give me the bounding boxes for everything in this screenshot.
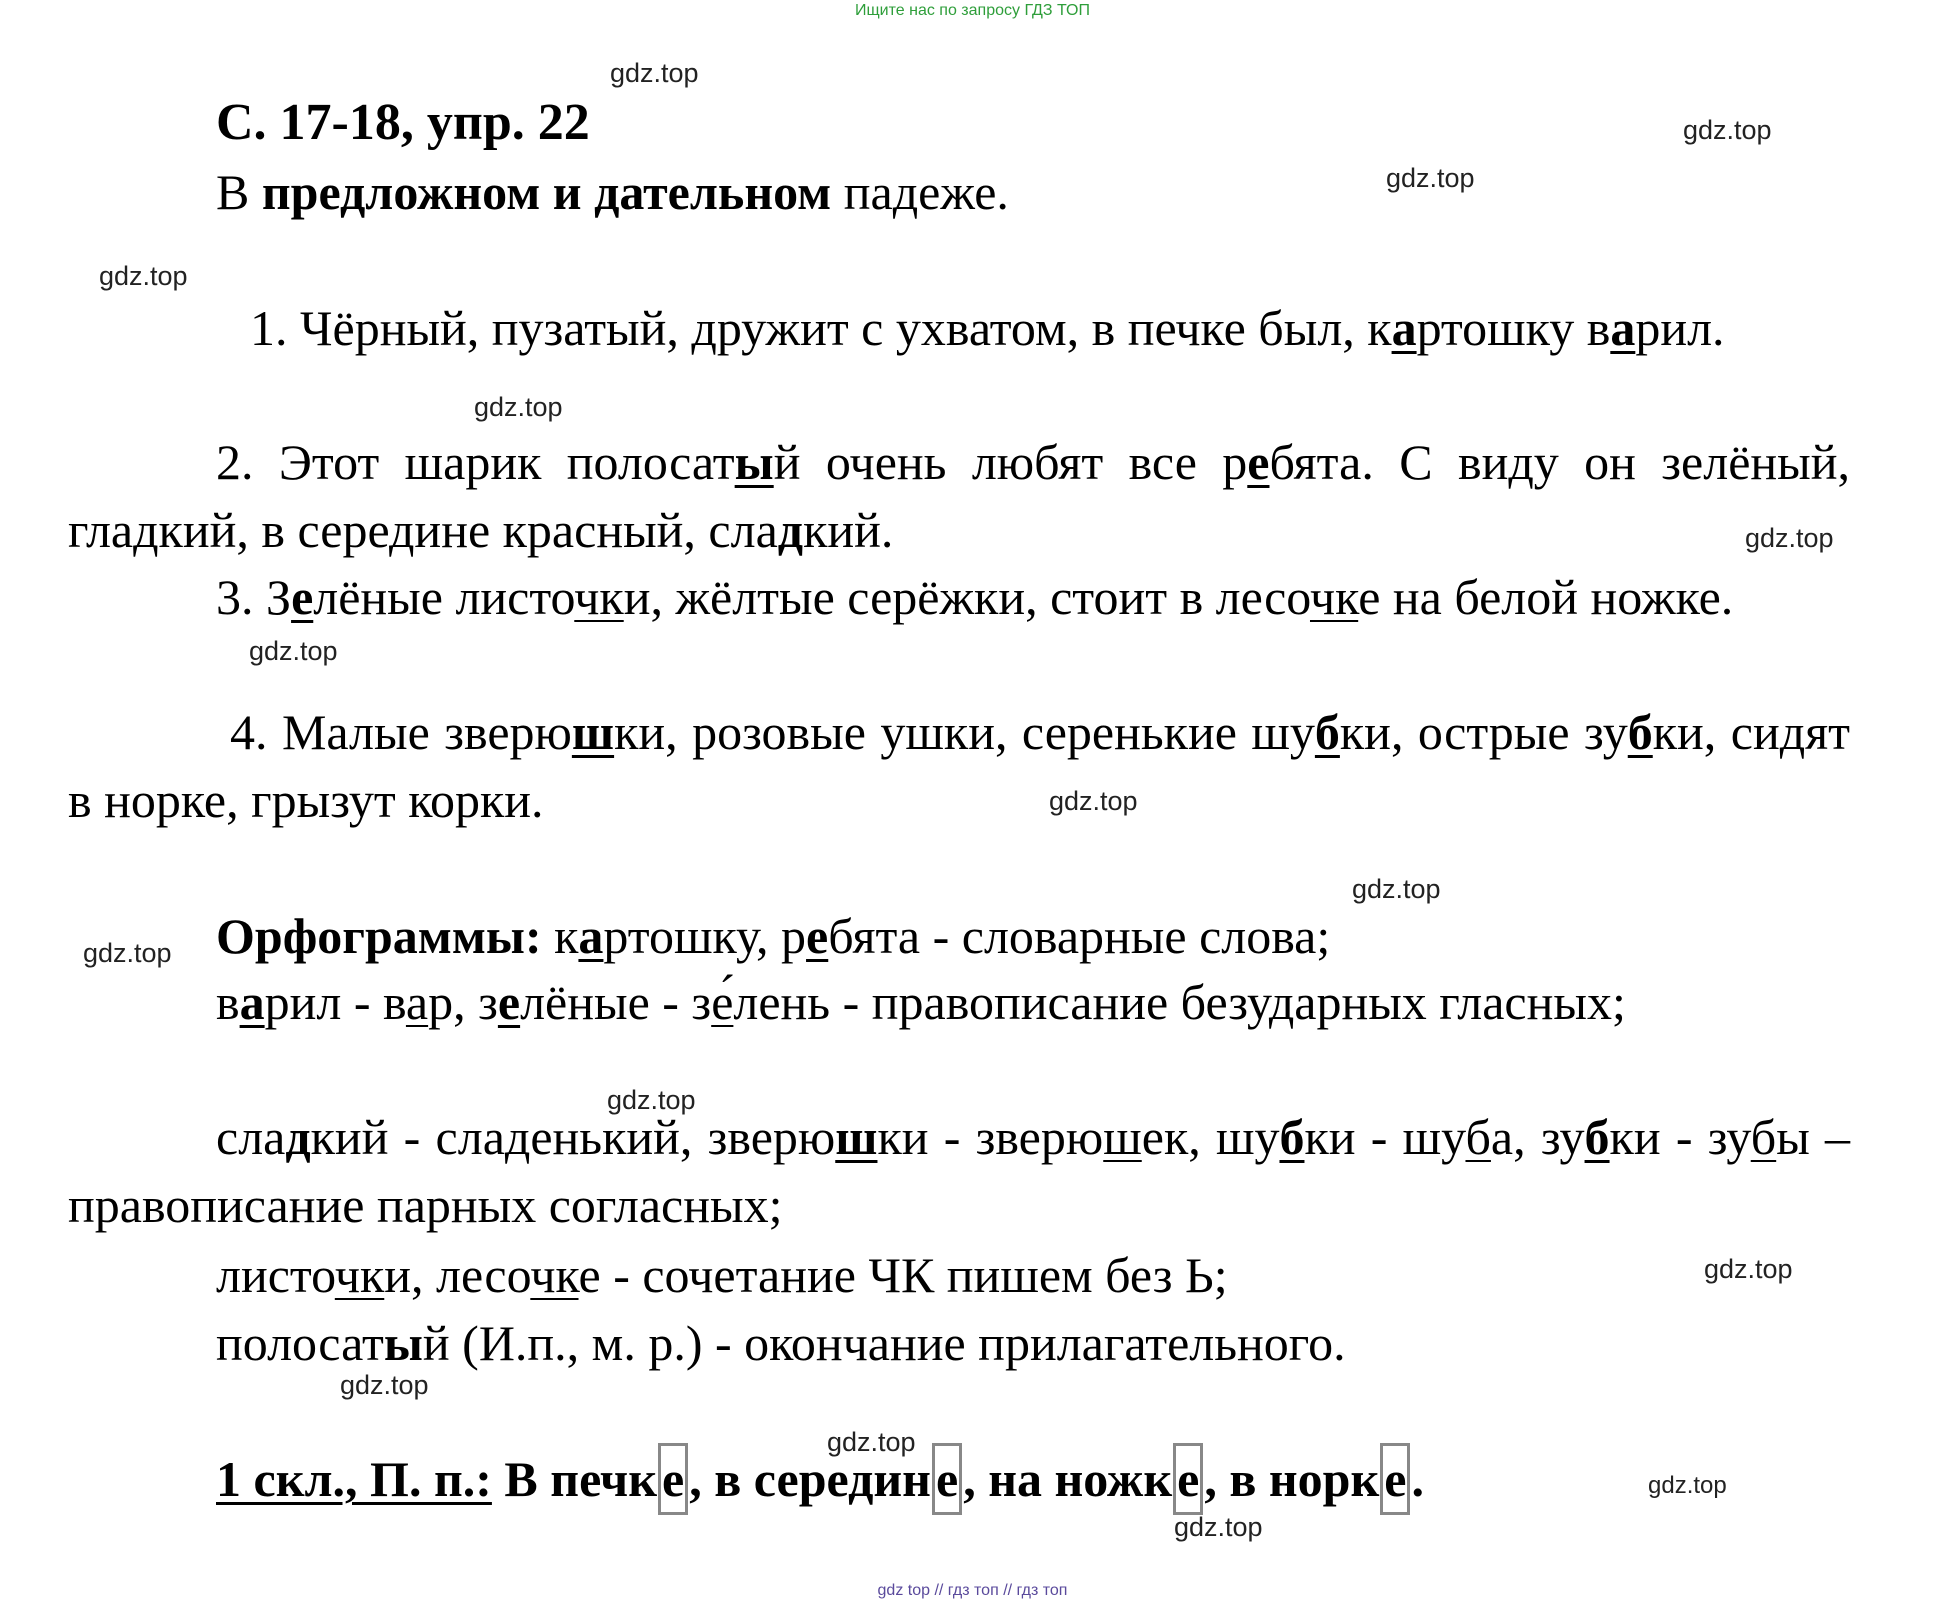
orthograms-line-2: варил - вар, зелёные - зе́лень - правописание безударных гласных; [216, 974, 1626, 1030]
orthograms-line-4: листочки, лесочке - сочетание ЧК пишем без Ь; [216, 1247, 1228, 1303]
watermark: gdz.top [1174, 1512, 1263, 1542]
watermark: gdz.top [827, 1427, 916, 1457]
declension-heading: 1 скл., П. п.: [216, 1451, 492, 1507]
watermark: gdz.top [474, 392, 563, 422]
orthograms-line-1: Орфограммы: картошку, ребята - словарные слова; [216, 908, 1331, 964]
watermark: gdz.top [1683, 115, 1772, 145]
watermark: gdz.top [83, 938, 172, 968]
riddle-3: 3. Зелёные листочки, жёлтые серёжки, стоит в лесочке на белой ножке. [216, 569, 1734, 625]
ending-box: е [1380, 1443, 1410, 1515]
ending-box: е [932, 1443, 962, 1515]
watermark: gdz.top [1049, 786, 1138, 816]
bottom-banner: gdz top // гдз топ // гдз топ [877, 1582, 1068, 1599]
watermark: gdz.top [1352, 874, 1441, 904]
watermark: gdz.top [1648, 1472, 1727, 1499]
watermark: gdz.top [1386, 163, 1475, 193]
page-title: С. 17-18, упр. 22 [216, 94, 590, 151]
watermark: gdz.top [340, 1370, 429, 1400]
orthograms-line-5: полосатый (И.п., м. р.) - окончание прилагательного. [216, 1315, 1346, 1371]
orthograms-line-3: сладкий - сладенький, зверюшки - зверюшек, шубки - шуба, зубки - зубы – правописание парных согласных; [68, 1109, 1851, 1233]
top-banner: Ищите нас по запросу ГДЗ ТОП [855, 2, 1090, 19]
watermark: gdz.top [607, 1085, 696, 1115]
watermark: gdz.top [610, 58, 699, 88]
orthograms-heading: Орфограммы: [216, 908, 542, 964]
riddle-2: 2. Этот шарик полосатый очень любят все ребята. С виду он зелёный, гладкий, в середине красный, сладкий. [68, 434, 1850, 558]
watermark: gdz.top [1704, 1254, 1793, 1284]
riddle-4: 4. Малые зверюшки, розовые ушки, серенькие шубки, острые зубки, сидят в норке, грызут корки. [68, 704, 1850, 828]
watermark: gdz.top [249, 636, 338, 666]
watermark: gdz.top [1745, 523, 1834, 553]
ending-box: е [658, 1443, 688, 1515]
intro-line: В предложном и дательном падеже. [216, 164, 1009, 220]
ending-box: е [1173, 1443, 1203, 1515]
watermark: gdz.top [99, 261, 188, 291]
declension-summary: 1 скл., П. п.: В печк е , в середин е , на ножк е , в норк е . [216, 1443, 1424, 1515]
riddle-1: 1. Чёрный, пузатый, дружит с ухватом, в печке был, картошку варил. [250, 300, 1725, 356]
